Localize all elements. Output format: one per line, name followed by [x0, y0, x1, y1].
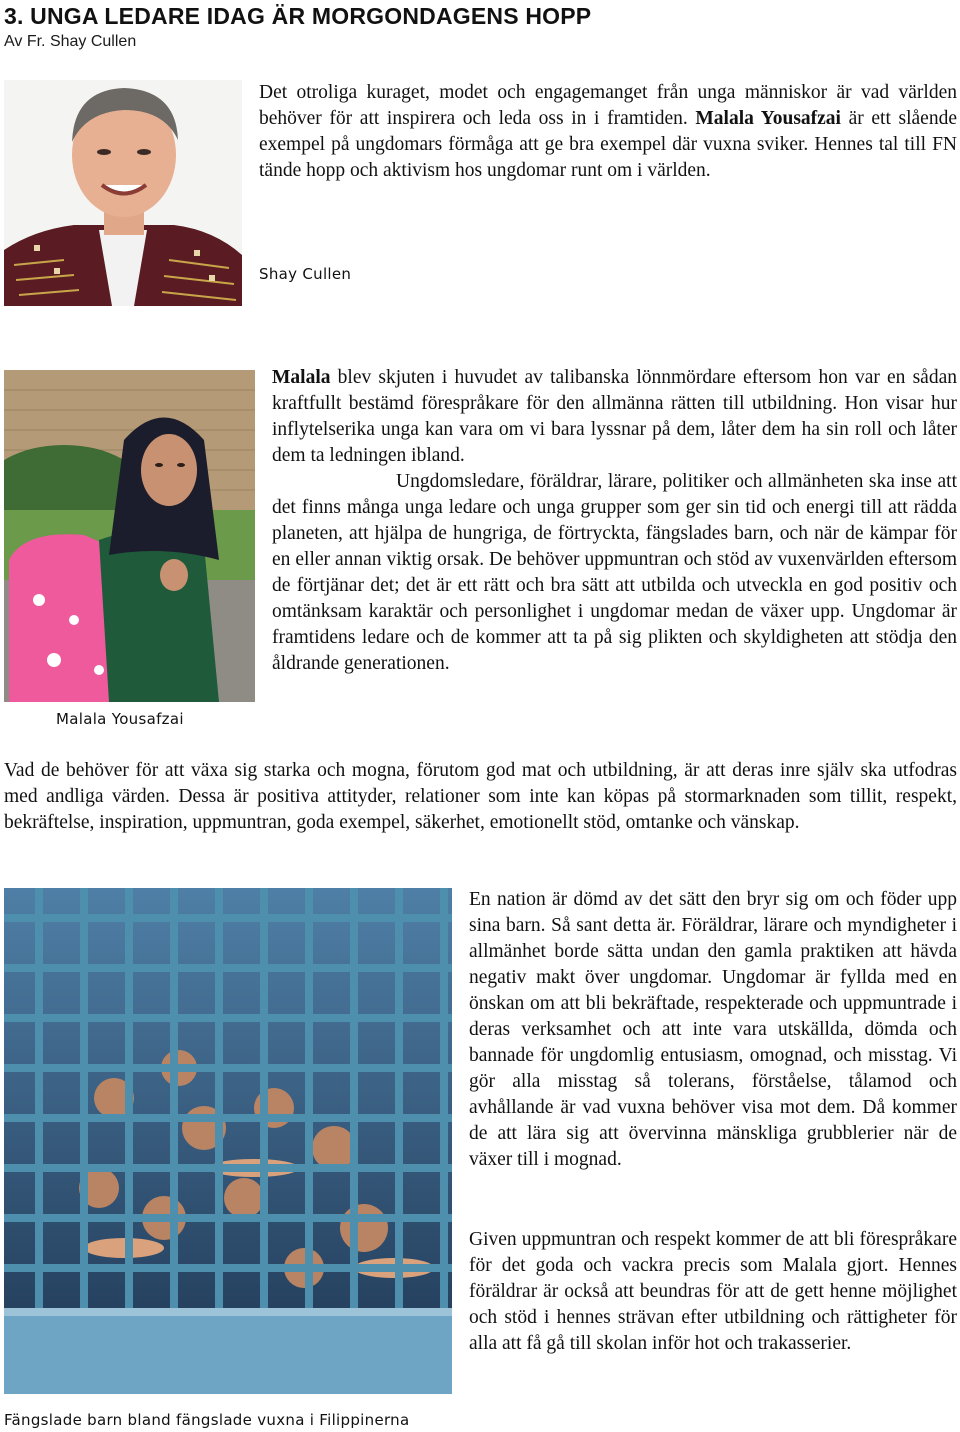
malala-caption: Malala Yousafzai — [56, 710, 184, 728]
malala-paragraph — [272, 365, 957, 469]
intro-text-end: är ett slående exempel på ungdomars förmåga att ge bra exempel där vuxna sviker. Hennes tal till FN tände hopp och aktivism hos ungdomar runt om i världen. — [259, 108, 957, 181]
prison-photo — [4, 888, 452, 1394]
encouragement-paragraph: Given uppmuntran och respekt kommer de att bli förespråkare för det goda och vackra precis som Malala gjort. Hennes föräldrar är också att beundras för att de gett henne möjlighet och stöd i hennes strävan efter utbildning och rättigheter för alla att få gå till skolan inför hot och trakasserier. — [469, 1229, 957, 1354]
article-title: 3. UNGA LEDARE IDAG ÄR MORGONDAGENS HOPP — [4, 3, 592, 29]
intro-text-start: Det otroliga kuraget, modet och engagemanget från unga människor är vad världen behöver för att inspirera och leda oss in i framtiden. — [259, 82, 957, 129]
malala-bold-name: Malala — [272, 367, 331, 388]
shay-cullen-caption: Shay Cullen — [259, 265, 352, 283]
article-byline: Av Fr. Shay Cullen — [4, 33, 137, 50]
intro-bold-name: Malala Yousafzai — [695, 108, 841, 129]
prison-caption: Fängslade barn bland fängslade vuxna i Filippinerna — [4, 1411, 410, 1429]
intro-paragraph — [259, 80, 957, 184]
youth-leaders-paragraph: Ungdomsledare, föräldrar, lärare, politiker och allmänheten ska inse att det finns många unga ledare och unga grupper som ger sin tid och energi till att rädda planeten, att hjälpa de hungriga, de förtryckta, fängslades barn, och när de kämpar för en eller annan viktig orsak. De behöver uppmuntran och stöd av vuxenvärlden eftersom de förtjänar det; det är ett rätt och bra sätt att utbilda och utveckla en god positiv och omtänksam karaktär och personlighet i ungdomar medan de växer upp. Ungdomar är framtidens ledare och de kommer att ta på sig plikten och skyldigheten att stödja den åldrande generationen. — [272, 471, 957, 674]
values-paragraph: Vad de behöver för att växa sig starka och mogna, förutom god mat och utbildning, är att deras inre själv ska utfodras med andliga värden. Dessa är positiva attityder, relationer som inte kan köpas på stormarknaden som tillit, respekt, bekräftelse, inspiration, uppmuntran, goda exempel, säkerhet, emotionellt stöd, omtanke och vänskap. — [4, 760, 957, 833]
malala-text: blev skjuten i huvudet av talibanska lönnmördare eftersom hon var en sådan kraftfullt bestämd förespråkare för den allmänna rätten till utbildning. Hon visar hur inflytelserika unga kan vara om vi bara lyssnar på dem, låter dem ha sin roll och låter dem ta ledningen ibland. — [272, 367, 957, 466]
nation-paragraph: En nation är dömd av det sätt den bryr sig om och föder upp sina barn. Så sant detta är. Föräldrar, lärare och myndigheter i allmänhet borde sätta undan den gamla praktiken att hävda negativ makt över ungdomar. Ungdomar är fyllda med en önskan om att bli bekräftade, respekterade och uppmuntrade i deras verksamhet och att inte vara utskällda, dömda och bannade för ungdomlig entusiasm, omognad, och misstag. Vi gör alla misstag så tolerans, förståelse, tålamod och avhållande är vad vuxna behöver visa mot dem. Då kommer de att lära sig att övervinna mänskliga grubblerier när de växer till i mognad. — [469, 889, 957, 1170]
malala-photo — [4, 370, 255, 702]
shay-cullen-photo — [4, 80, 242, 306]
